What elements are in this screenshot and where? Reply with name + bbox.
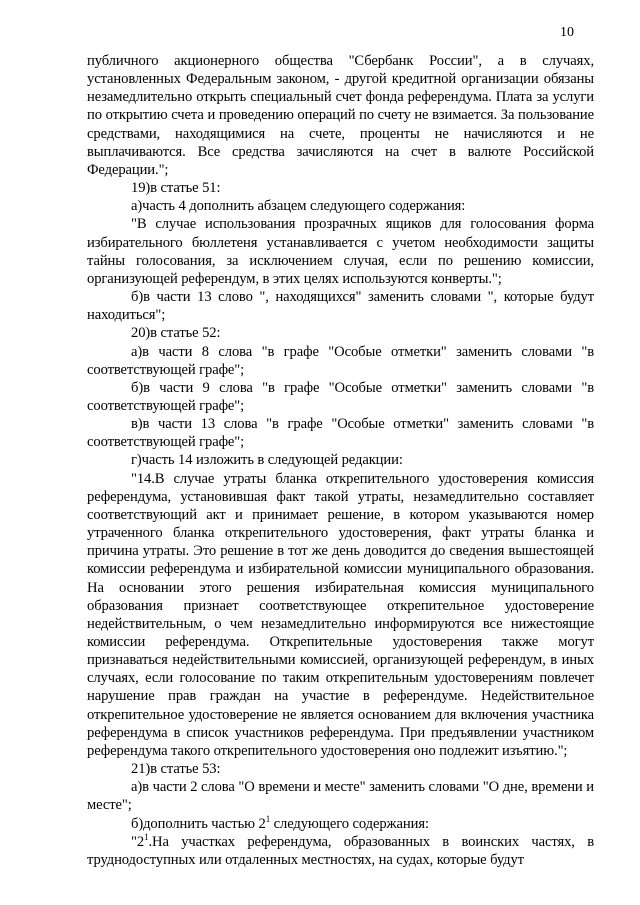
text-run: "2	[131, 833, 145, 850]
paragraph: а)в части 2 слова "О времени и месте" заменить словами "О дне, времени и месте";	[87, 779, 594, 814]
superscript: 1	[144, 831, 149, 842]
text-run: следующего содержания:	[270, 815, 429, 832]
paragraph-with-superscript	[87, 833, 594, 869]
text-run: .На участках референдума, образованных в воинских частях, в труднодоступных или отдаленных местностях, на судах, которые будут	[87, 833, 594, 868]
document-body	[87, 52, 594, 869]
paragraph: 20)в статье 52:	[131, 325, 221, 342]
paragraph: в)в части 13 слова "в графе "Особые отметки" заменить словами "в соответствующей графе";	[87, 416, 594, 451]
paragraph: "В случае использования прозрачных ящиков для голосования форма избирательного бюллетеня устанавливается с учетом необходимости защиты тайны голосования, за исключением случая, если по решению комиссии, организующей референдум, в этих целях используются конверты.";	[87, 216, 594, 287]
paragraph: "14.В случае утраты бланка открепительного удостоверения комиссия референдума, установившая факт такой утраты, незамедлительно составляет соответствующий акт и принимает решение, в котором указываются номер утраченного бланка открепительного удостоверения, факт утраты бланка и причина утраты. Это решение в тот же день доводится до сведения вышестоящей комиссии референдума и избирательной комиссии муниципального образования. На основании этого решения избирательная комиссия муниципального образования признает соответствующее открепительное удостоверение недействительным, о чем незамедлительно информируются все нижестоящие комиссии референдума. Открепительные удостоверения также могут признаваться недействительными комиссией, организующей референдум, в иных случаях, если голосование по таким открепительным удостоверениям повлечет нарушение прав граждан на участие в референдуме. Недействительное открепительное удостоверение не является основанием для включения участника референдума в список участников референдума. При предъявлении участником референдума такого открепительного удостоверения оно подлежит изъятию.";	[87, 470, 594, 759]
superscript: 1	[265, 813, 271, 824]
paragraph: а)часть 4 дополнить абзацем следующего содержания:	[131, 198, 466, 215]
page-number: 10	[560, 25, 574, 40]
paragraph: а)в части 8 слова "в графе "Особые отметки" заменить словами "в соответствующей графе";	[87, 343, 594, 378]
paragraph: г)часть 14 изложить в следующей редакции:	[131, 452, 403, 469]
paragraph: публичного акционерного общества "Сбербанк России", а в случаях, установленных Федеральным законом, - другой кредитной организации обязаны незамедлительно открыть специальный счет фонда референдума. Плата за услуги по открытию счета и проведению операций по счету не взимается. За пользование средствами, находящимися на счете, проценты не начисляются и не выплачиваются. Все средства зачисляются на счет в валюте Российской Федерации.";	[87, 53, 594, 178]
paragraph: 21)в статье 53:	[131, 761, 221, 778]
paragraph: б)в части 9 слова "в графе "Особые отметки" заменить словами "в соответствующей графе";	[87, 379, 594, 414]
paragraph: 19)в статье 51:	[131, 180, 221, 197]
text-run: б)дополнить частью 2	[131, 815, 266, 832]
paragraph: б)в части 13 слово ", находящихся" заменить словами ", которые будут находиться";	[87, 289, 594, 324]
paragraph-with-superscript	[87, 815, 594, 833]
